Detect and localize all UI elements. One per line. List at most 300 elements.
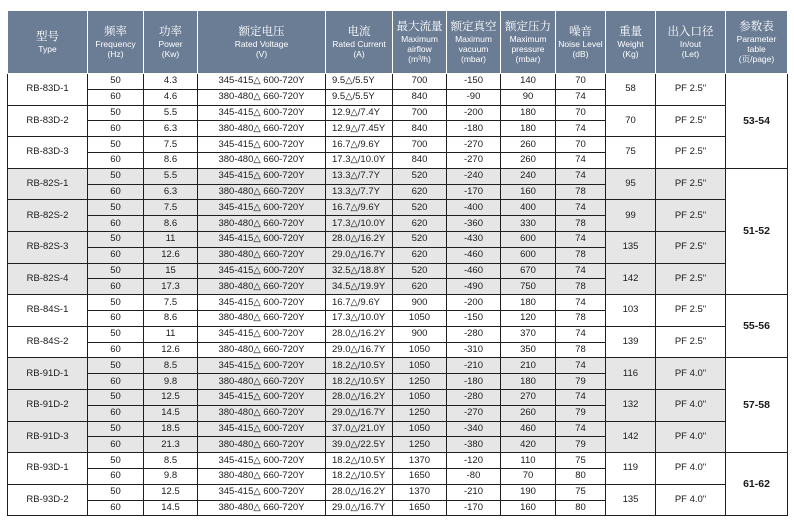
port-cell: PF 4.0" xyxy=(656,421,726,453)
vacuum-cell: -490 xyxy=(447,279,501,295)
frequency-cell: 50 xyxy=(88,74,144,90)
power-cell: 5.5 xyxy=(144,105,198,121)
pressure-cell: 160 xyxy=(501,184,556,200)
noise-cell: 74 xyxy=(556,200,606,216)
voltage-cell: 380-480△ 660-720Y xyxy=(198,89,326,105)
airflow-cell: 1250 xyxy=(393,437,447,453)
header-en-label: Maximum xyxy=(455,33,492,44)
model-type-cell: RB-91D-2 xyxy=(8,389,88,421)
weight-cell: 142 xyxy=(606,421,656,453)
power-cell: 6.3 xyxy=(144,184,198,200)
pressure-cell: 330 xyxy=(501,216,556,232)
current-cell: 32.5△/18.8Y xyxy=(326,263,393,279)
weight-cell: 95 xyxy=(606,168,656,200)
header-en-label: Frequency xyxy=(95,38,136,49)
port-cell: PF 4.0" xyxy=(656,389,726,421)
model-type-cell: RB-83D-1 xyxy=(8,74,88,106)
vacuum-cell: -180 xyxy=(447,374,501,390)
airflow-cell: 700 xyxy=(393,74,447,90)
table-row xyxy=(8,263,788,279)
table-row xyxy=(8,421,788,437)
pressure-cell: 70 xyxy=(501,468,556,484)
header-cn-label: 最大流量 xyxy=(396,20,443,33)
port-cell: PF 2.5" xyxy=(656,200,726,232)
power-cell: 7.5 xyxy=(144,200,198,216)
airflow-cell: 840 xyxy=(393,152,447,168)
power-cell: 4.3 xyxy=(144,74,198,90)
pressure-cell: 240 xyxy=(501,168,556,184)
pressure-cell: 260 xyxy=(501,405,556,421)
header-cn-label: 额定电压 xyxy=(238,25,285,38)
current-cell: 13.3△/7.7Y xyxy=(326,168,393,184)
table-row xyxy=(8,389,788,405)
frequency-cell: 60 xyxy=(88,216,144,232)
airflow-cell: 700 xyxy=(393,137,447,153)
model-type-cell: RB-84S-1 xyxy=(8,295,88,327)
current-cell: 29.0△/16.7Y xyxy=(326,342,393,358)
airflow-cell: 520 xyxy=(393,168,447,184)
noise-cell: 74 xyxy=(556,168,606,184)
header-type xyxy=(8,11,88,74)
header-en-label: In/out xyxy=(679,38,702,49)
page-ref-cell: 51-52 xyxy=(726,168,788,294)
power-cell: 9.8 xyxy=(144,374,198,390)
vacuum-cell: -280 xyxy=(447,389,501,405)
current-cell: 34.5△/19.9Y xyxy=(326,279,393,295)
airflow-cell: 620 xyxy=(393,279,447,295)
model-type-cell: RB-84S-2 xyxy=(8,326,88,358)
header-cn-label: 频率 xyxy=(104,25,127,38)
vacuum-cell: -150 xyxy=(447,310,501,326)
current-cell: 17.3△/10.0Y xyxy=(326,152,393,168)
power-cell: 8.6 xyxy=(144,310,198,326)
page-ref-cell: 53-54 xyxy=(726,74,788,169)
noise-cell: 74 xyxy=(556,326,606,342)
vacuum-cell: -200 xyxy=(447,295,501,311)
power-cell: 14.5 xyxy=(144,405,198,421)
noise-cell: 74 xyxy=(556,152,606,168)
noise-cell: 74 xyxy=(556,421,606,437)
header-en-label: (mbar) xyxy=(460,53,487,64)
frequency-cell: 50 xyxy=(88,168,144,184)
current-cell: 28.0△/16.2Y xyxy=(326,389,393,405)
frequency-cell: 60 xyxy=(88,152,144,168)
pressure-cell: 260 xyxy=(501,137,556,153)
port-cell: PF 2.5" xyxy=(656,231,726,263)
current-cell: 18.2△/10.5Y xyxy=(326,468,393,484)
current-cell: 17.3△/10.0Y xyxy=(326,216,393,232)
voltage-cell: 380-480△ 660-720Y xyxy=(198,405,326,421)
pressure-cell: 370 xyxy=(501,326,556,342)
table-row xyxy=(8,358,788,374)
voltage-cell: 345-415△ 600-720Y xyxy=(198,263,326,279)
port-cell: PF 4.0" xyxy=(656,484,726,516)
vacuum-cell: -80 xyxy=(447,468,501,484)
noise-cell: 74 xyxy=(556,295,606,311)
header-max-airflow xyxy=(393,11,447,74)
header-noise-level xyxy=(556,11,606,74)
header-row xyxy=(8,11,788,74)
noise-cell: 70 xyxy=(556,74,606,90)
vacuum-cell: -270 xyxy=(447,405,501,421)
header-en-label: table xyxy=(747,43,766,54)
header-cn-label: 额定真空 xyxy=(450,20,497,33)
vacuum-cell: -270 xyxy=(447,137,501,153)
airflow-cell: 620 xyxy=(393,184,447,200)
header-en-label: (Let) xyxy=(681,48,700,59)
pressure-cell: 210 xyxy=(501,358,556,374)
model-type-cell: RB-91D-1 xyxy=(8,358,88,390)
header-frequency xyxy=(88,11,144,74)
pressure-cell: 180 xyxy=(501,295,556,311)
port-cell: PF 2.5" xyxy=(656,263,726,295)
airflow-cell: 1050 xyxy=(393,389,447,405)
noise-cell: 74 xyxy=(556,89,606,105)
voltage-cell: 380-480△ 660-720Y xyxy=(198,374,326,390)
header-rated-current xyxy=(326,11,393,74)
airflow-cell: 840 xyxy=(393,121,447,137)
weight-cell: 103 xyxy=(606,295,656,327)
frequency-cell: 60 xyxy=(88,279,144,295)
table-row xyxy=(8,74,788,90)
airflow-cell: 1250 xyxy=(393,405,447,421)
frequency-cell: 50 xyxy=(88,389,144,405)
voltage-cell: 345-415△ 600-720Y xyxy=(198,200,326,216)
airflow-cell: 900 xyxy=(393,326,447,342)
header-power xyxy=(144,11,198,74)
power-cell: 8.6 xyxy=(144,152,198,168)
current-cell: 9.5△/5.5Y xyxy=(326,74,393,90)
weight-cell: 135 xyxy=(606,484,656,516)
airflow-cell: 1370 xyxy=(393,453,447,469)
voltage-cell: 380-480△ 660-720Y xyxy=(198,152,326,168)
pressure-cell: 600 xyxy=(501,231,556,247)
frequency-cell: 60 xyxy=(88,247,144,263)
port-cell: PF 2.5" xyxy=(656,326,726,358)
pressure-cell: 180 xyxy=(501,105,556,121)
header-en-label: (mbar) xyxy=(515,53,541,64)
pressure-cell: 90 xyxy=(501,89,556,105)
power-cell: 6.3 xyxy=(144,121,198,137)
current-cell: 12.9△/7.4Y xyxy=(326,105,393,121)
header-cn-label: 电流 xyxy=(347,25,371,38)
current-cell: 29.0△/16.7Y xyxy=(326,405,393,421)
airflow-cell: 620 xyxy=(393,247,447,263)
model-type-cell: RB-82S-4 xyxy=(8,263,88,295)
model-type-cell: RB-82S-1 xyxy=(8,168,88,200)
header-en-label: airflow xyxy=(407,43,432,54)
current-cell: 18.2△/10.5Y xyxy=(326,374,393,390)
header-en-label: Rated Voltage xyxy=(234,38,289,49)
frequency-cell: 60 xyxy=(88,89,144,105)
vacuum-cell: -430 xyxy=(447,231,501,247)
header-max-vacuum xyxy=(447,11,501,74)
table-body xyxy=(8,74,788,516)
voltage-cell: 380-480△ 660-720Y xyxy=(198,468,326,484)
noise-cell: 70 xyxy=(556,137,606,153)
noise-cell: 78 xyxy=(556,310,606,326)
current-cell: 37.0△/21.0Y xyxy=(326,421,393,437)
noise-cell: 74 xyxy=(556,231,606,247)
noise-cell: 74 xyxy=(556,358,606,374)
noise-cell: 75 xyxy=(556,453,606,469)
vacuum-cell: -180 xyxy=(447,121,501,137)
weight-cell: 142 xyxy=(606,263,656,295)
header-en-label: (m³/h) xyxy=(408,53,431,64)
noise-cell: 74 xyxy=(556,263,606,279)
power-cell: 11 xyxy=(144,231,198,247)
power-cell: 4.6 xyxy=(144,89,198,105)
vacuum-cell: -460 xyxy=(447,263,501,279)
table-row xyxy=(8,200,788,216)
model-type-cell: RB-91D-3 xyxy=(8,421,88,453)
header-weight xyxy=(606,11,656,74)
voltage-cell: 345-415△ 600-720Y xyxy=(198,453,326,469)
voltage-cell: 380-480△ 660-720Y xyxy=(198,500,326,516)
frequency-cell: 50 xyxy=(88,263,144,279)
frequency-cell: 50 xyxy=(88,358,144,374)
current-cell: 29.0△/16.7Y xyxy=(326,247,393,263)
power-cell: 18.5 xyxy=(144,421,198,437)
pressure-cell: 160 xyxy=(501,500,556,516)
voltage-cell: 380-480△ 660-720Y xyxy=(198,310,326,326)
airflow-cell: 1250 xyxy=(393,374,447,390)
frequency-cell: 50 xyxy=(88,453,144,469)
airflow-cell: 1650 xyxy=(393,500,447,516)
airflow-cell: 520 xyxy=(393,231,447,247)
pressure-cell: 180 xyxy=(501,374,556,390)
port-cell: PF 4.0" xyxy=(656,453,726,485)
airflow-cell: 1050 xyxy=(393,421,447,437)
header-en-label: vacuum xyxy=(458,43,489,54)
header-cn-label: 型号 xyxy=(36,30,59,43)
header-cn-label: 噪音 xyxy=(569,25,592,38)
frequency-cell: 60 xyxy=(88,500,144,516)
frequency-cell: 60 xyxy=(88,310,144,326)
current-cell: 13.3△/7.7Y xyxy=(326,184,393,200)
frequency-cell: 60 xyxy=(88,405,144,421)
vacuum-cell: -240 xyxy=(447,168,501,184)
voltage-cell: 345-415△ 600-720Y xyxy=(198,389,326,405)
weight-cell: 116 xyxy=(606,358,656,390)
airflow-cell: 700 xyxy=(393,105,447,121)
airflow-cell: 1050 xyxy=(393,310,447,326)
port-cell: PF 2.5" xyxy=(656,105,726,137)
port-cell: PF 4.0" xyxy=(656,358,726,390)
frequency-cell: 50 xyxy=(88,231,144,247)
noise-cell: 80 xyxy=(556,500,606,516)
pressure-cell: 270 xyxy=(501,389,556,405)
header-rated-voltage xyxy=(198,11,326,74)
header-en-label: Maximum xyxy=(509,33,547,44)
current-cell: 28.0△/16.2Y xyxy=(326,231,393,247)
vacuum-cell: -460 xyxy=(447,247,501,263)
current-cell: 17.3△/10.0Y xyxy=(326,310,393,326)
weight-cell: 139 xyxy=(606,326,656,358)
airflow-cell: 520 xyxy=(393,263,447,279)
voltage-cell: 380-480△ 660-720Y xyxy=(198,247,326,263)
voltage-cell: 345-415△ 600-720Y xyxy=(198,484,326,500)
voltage-cell: 345-415△ 600-720Y xyxy=(198,168,326,184)
pressure-cell: 460 xyxy=(501,421,556,437)
header-en-label: Noise Level xyxy=(558,38,603,49)
airflow-cell: 900 xyxy=(393,295,447,311)
current-cell: 29.0△/16.7Y xyxy=(326,500,393,516)
noise-cell: 70 xyxy=(556,105,606,121)
vacuum-cell: -170 xyxy=(447,500,501,516)
header-en-label: Power xyxy=(158,38,183,49)
frequency-cell: 60 xyxy=(88,374,144,390)
vacuum-cell: -210 xyxy=(447,484,501,500)
current-cell: 9.5△/5.5Y xyxy=(326,89,393,105)
pressure-cell: 120 xyxy=(501,310,556,326)
header-in-out xyxy=(656,11,726,74)
voltage-cell: 380-480△ 660-720Y xyxy=(198,121,326,137)
noise-cell: 74 xyxy=(556,389,606,405)
voltage-cell: 345-415△ 600-720Y xyxy=(198,105,326,121)
voltage-cell: 345-415△ 600-720Y xyxy=(198,231,326,247)
header-max-pressure xyxy=(501,11,556,74)
frequency-cell: 50 xyxy=(88,137,144,153)
header-en-label: (V) xyxy=(255,48,268,59)
current-cell: 28.0△/16.2Y xyxy=(326,484,393,500)
noise-cell: 80 xyxy=(556,468,606,484)
model-type-cell: RB-82S-3 xyxy=(8,231,88,263)
weight-cell: 99 xyxy=(606,200,656,232)
voltage-cell: 345-415△ 600-720Y xyxy=(198,421,326,437)
frequency-cell: 50 xyxy=(88,326,144,342)
vacuum-cell: -90 xyxy=(447,89,501,105)
pressure-cell: 400 xyxy=(501,200,556,216)
power-cell: 8.6 xyxy=(144,216,198,232)
vacuum-cell: -310 xyxy=(447,342,501,358)
model-type-cell: RB-83D-3 xyxy=(8,137,88,169)
power-cell: 14.5 xyxy=(144,500,198,516)
airflow-cell: 520 xyxy=(393,200,447,216)
weight-cell: 58 xyxy=(606,74,656,106)
noise-cell: 78 xyxy=(556,184,606,200)
header-en-label: pressure xyxy=(511,43,545,54)
frequency-cell: 50 xyxy=(88,421,144,437)
pressure-cell: 140 xyxy=(501,74,556,90)
frequency-cell: 50 xyxy=(88,295,144,311)
pressure-cell: 600 xyxy=(501,247,556,263)
table-row xyxy=(8,231,788,247)
model-type-cell: RB-93D-1 xyxy=(8,453,88,485)
vacuum-cell: -120 xyxy=(447,453,501,469)
header-cn-label: 额定压力 xyxy=(505,20,551,33)
pressure-cell: 110 xyxy=(501,453,556,469)
header-cn-label: 功率 xyxy=(159,25,182,38)
frequency-cell: 60 xyxy=(88,184,144,200)
header-en-label: (页/page) xyxy=(738,53,775,64)
vacuum-cell: -360 xyxy=(447,216,501,232)
noise-cell: 78 xyxy=(556,247,606,263)
weight-cell: 70 xyxy=(606,105,656,137)
weight-cell: 135 xyxy=(606,231,656,263)
current-cell: 18.2△/10.5Y xyxy=(326,453,393,469)
header-en-label: (Kg) xyxy=(622,48,639,59)
header-en-label: (Hz) xyxy=(107,48,124,59)
voltage-cell: 345-415△ 600-720Y xyxy=(198,326,326,342)
header-en-label: Maximum xyxy=(401,33,438,44)
airflow-cell: 1050 xyxy=(393,358,447,374)
weight-cell: 119 xyxy=(606,453,656,485)
voltage-cell: 345-415△ 600-720Y xyxy=(198,74,326,90)
frequency-cell: 60 xyxy=(88,437,144,453)
voltage-cell: 345-415△ 600-720Y xyxy=(198,358,326,374)
current-cell: 18.2△/10.5Y xyxy=(326,358,393,374)
frequency-cell: 60 xyxy=(88,121,144,137)
power-cell: 7.5 xyxy=(144,295,198,311)
power-cell: 12.5 xyxy=(144,484,198,500)
airflow-cell: 840 xyxy=(393,89,447,105)
airflow-cell: 1370 xyxy=(393,484,447,500)
power-cell: 21.3 xyxy=(144,437,198,453)
noise-cell: 75 xyxy=(556,484,606,500)
power-cell: 5.5 xyxy=(144,168,198,184)
power-cell: 12.5 xyxy=(144,389,198,405)
weight-cell: 75 xyxy=(606,137,656,169)
airflow-cell: 1650 xyxy=(393,468,447,484)
power-cell: 15 xyxy=(144,263,198,279)
frequency-cell: 50 xyxy=(88,105,144,121)
frequency-cell: 50 xyxy=(88,200,144,216)
current-cell: 28.0△/16.2Y xyxy=(326,326,393,342)
voltage-cell: 380-480△ 660-720Y xyxy=(198,437,326,453)
pressure-cell: 750 xyxy=(501,279,556,295)
voltage-cell: 380-480△ 660-720Y xyxy=(198,216,326,232)
page-ref-cell: 57-58 xyxy=(726,358,788,453)
power-cell: 12.6 xyxy=(144,247,198,263)
header-cn-label: 参数表 xyxy=(739,20,774,33)
page-ref-cell: 61-62 xyxy=(726,453,788,516)
vacuum-cell: -210 xyxy=(447,358,501,374)
frequency-cell: 50 xyxy=(88,484,144,500)
noise-cell: 79 xyxy=(556,437,606,453)
power-cell: 12.6 xyxy=(144,342,198,358)
noise-cell: 79 xyxy=(556,374,606,390)
port-cell: PF 2.5" xyxy=(656,74,726,106)
port-cell: PF 2.5" xyxy=(656,295,726,327)
header-en-label: (Kw) xyxy=(161,48,180,59)
voltage-cell: 380-480△ 660-720Y xyxy=(198,342,326,358)
frequency-cell: 60 xyxy=(88,342,144,358)
pressure-cell: 670 xyxy=(501,263,556,279)
table-row xyxy=(8,453,788,469)
pressure-cell: 420 xyxy=(501,437,556,453)
port-cell: PF 2.5" xyxy=(656,137,726,169)
current-cell: 16.7△/9.6Y xyxy=(326,200,393,216)
table-row xyxy=(8,105,788,121)
frequency-cell: 60 xyxy=(88,468,144,484)
vacuum-cell: -150 xyxy=(447,74,501,90)
model-type-cell: RB-93D-2 xyxy=(8,484,88,516)
header-en-label: (A) xyxy=(353,48,365,59)
noise-cell: 74 xyxy=(556,121,606,137)
noise-cell: 79 xyxy=(556,405,606,421)
vacuum-cell: -340 xyxy=(447,421,501,437)
vacuum-cell: -200 xyxy=(447,105,501,121)
airflow-cell: 1050 xyxy=(393,342,447,358)
vacuum-cell: -280 xyxy=(447,326,501,342)
page-ref-cell: 55-56 xyxy=(726,295,788,358)
weight-cell: 132 xyxy=(606,389,656,421)
header-en-label: Rated Current xyxy=(332,38,386,49)
power-cell: 8.5 xyxy=(144,358,198,374)
voltage-cell: 380-480△ 660-720Y xyxy=(198,184,326,200)
current-cell: 16.7△/9.6Y xyxy=(326,137,393,153)
